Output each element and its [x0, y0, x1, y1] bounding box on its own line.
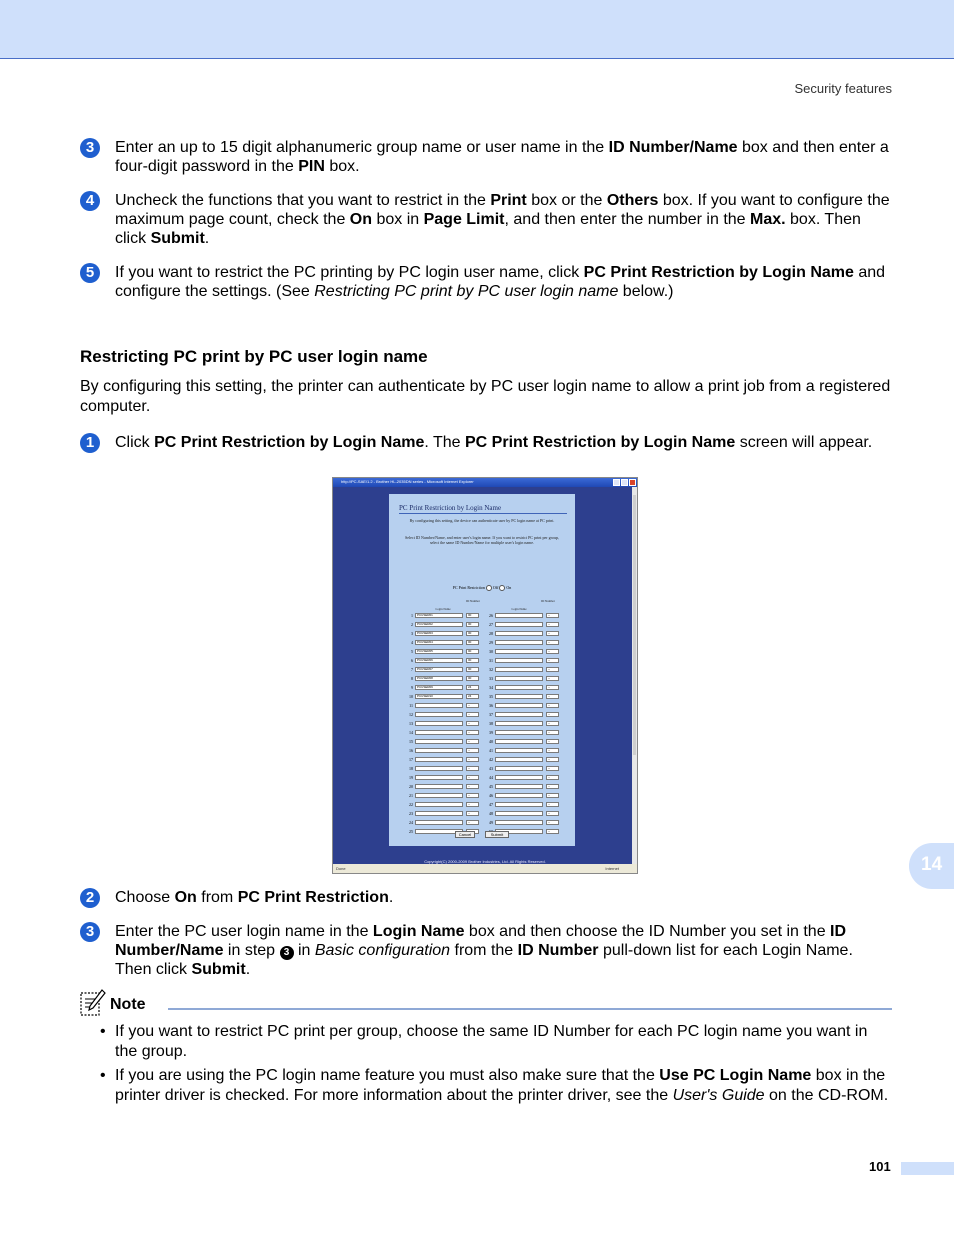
login-name-field — [495, 640, 543, 645]
id-number-select: -- — [466, 730, 479, 735]
row-number: 49 — [489, 820, 493, 825]
row-number: 24 — [409, 820, 413, 825]
login-name-field: PCUSER02 — [415, 622, 463, 627]
login-name-field — [495, 658, 543, 663]
id-number-select: 24 — [466, 685, 479, 690]
id-number-select: -- — [466, 739, 479, 744]
id-number-select: -- — [466, 793, 479, 798]
row-number: 19 — [409, 775, 413, 780]
login-name-field — [415, 775, 463, 780]
note-label: Note — [110, 996, 146, 1013]
col-id-right: ID Number — [541, 599, 555, 603]
login-row — [389, 684, 575, 693]
login-row — [389, 792, 575, 801]
row-number: 10 — [409, 694, 413, 699]
status-done: Done — [336, 866, 346, 871]
id-number-select: -- — [546, 730, 559, 735]
login-name-field — [495, 793, 543, 798]
bullet-text: If you are using the PC login name feature you must also make sure that the Use PC Login Name box in the printer driver is checked. For more information about the printer driver, see the User's Guide on the CD-ROM. — [115, 1067, 889, 1104]
id-number-select: -- — [546, 820, 559, 825]
id-number-select: -- — [546, 721, 559, 726]
id-number-select: 00 — [466, 676, 479, 681]
login-name-field — [495, 802, 543, 807]
row-number: 18 — [409, 766, 413, 771]
login-name-field — [495, 703, 543, 708]
row-number: 27 — [489, 622, 493, 627]
login-row — [389, 639, 575, 648]
id-number-select: 00 — [466, 658, 479, 663]
chapter-tab — [909, 843, 954, 889]
window-buttons — [613, 479, 636, 486]
login-row — [389, 657, 575, 666]
row-number: 4 — [411, 640, 413, 645]
login-row — [389, 630, 575, 639]
row-number: 28 — [489, 631, 493, 636]
id-number-select: -- — [546, 802, 559, 807]
login-name-field — [495, 739, 543, 744]
login-name-field: PCUSER07 — [415, 667, 463, 672]
row-number: 15 — [409, 739, 413, 744]
row-number: 3 — [411, 631, 413, 636]
status-zone: Internet — [605, 866, 619, 871]
id-number-select: -- — [546, 640, 559, 645]
row-number: 14 — [409, 730, 413, 735]
id-number-select: -- — [546, 658, 559, 663]
status-bar — [333, 864, 637, 873]
login-name-field — [495, 667, 543, 672]
restriction-toggle — [389, 585, 575, 591]
col-id-left: ID Number — [466, 599, 480, 603]
login-row — [389, 828, 575, 837]
login-row — [389, 819, 575, 828]
restriction-label: PC Print Restriction — [452, 585, 485, 590]
row-number: 12 — [409, 712, 413, 717]
note-icon — [80, 989, 106, 1017]
close-icon — [629, 479, 636, 486]
row-number: 34 — [489, 685, 493, 690]
login-row — [389, 801, 575, 810]
login-name-field: PCUSER09 — [415, 685, 463, 690]
col-login-right: Login Name — [511, 607, 527, 611]
section-intro: By configuring this setting, the printer can authenticate by PC user login name to allow a print job from a registered computer. — [80, 378, 891, 415]
step-number: 5 — [80, 263, 100, 283]
id-number-select: 00 — [466, 667, 479, 672]
row-number: 25 — [409, 829, 413, 834]
row-number: 9 — [411, 685, 413, 690]
row-number: 39 — [489, 730, 493, 735]
id-number-select: -- — [466, 775, 479, 780]
login-row — [389, 693, 575, 702]
row-number: 45 — [489, 784, 493, 789]
login-name-field: PCUSER01 — [415, 613, 463, 618]
login-row — [389, 666, 575, 675]
login-name-field — [495, 784, 543, 789]
bullet-dot: • — [100, 1023, 106, 1040]
login-row — [389, 765, 575, 774]
row-number: 2 — [411, 622, 413, 627]
id-number-select: -- — [546, 748, 559, 753]
login-name-field: PCUSER03 — [415, 631, 463, 636]
login-name-field — [415, 739, 463, 744]
settings-panel — [389, 494, 575, 846]
row-number: 22 — [409, 802, 413, 807]
login-name-field — [495, 685, 543, 690]
login-row — [389, 621, 575, 630]
id-number-select: -- — [546, 757, 559, 762]
login-name-field: PCUSER06 — [415, 658, 463, 663]
copyright: Copyright(C) 2000-2009 Brother Industries, Ltd. All Rights Reserved. — [424, 859, 546, 864]
row-number: 48 — [489, 811, 493, 816]
id-number-select: -- — [546, 694, 559, 699]
login-name-field — [415, 712, 463, 717]
step-number: 4 — [80, 191, 100, 211]
step-number: 2 — [80, 888, 100, 908]
section-header: Security features — [794, 81, 892, 96]
login-name-field — [415, 766, 463, 771]
step-text: Choose On from PC Print Restriction. — [115, 889, 394, 906]
id-number-select: -- — [546, 793, 559, 798]
scrollbar — [632, 487, 637, 865]
login-name-field — [495, 649, 543, 654]
login-row — [389, 648, 575, 657]
id-number-select: -- — [546, 712, 559, 717]
login-name-field — [415, 730, 463, 735]
id-number-select: -- — [546, 676, 559, 681]
login-row — [389, 756, 575, 765]
row-number: 37 — [489, 712, 493, 717]
id-number-select: -- — [546, 667, 559, 672]
id-number-select: -- — [546, 613, 559, 618]
login-name-field — [495, 748, 543, 753]
login-name-field — [495, 757, 543, 762]
note-divider — [168, 1008, 892, 1010]
id-number-select: -- — [546, 775, 559, 780]
id-number-select: -- — [466, 784, 479, 789]
row-number: 32 — [489, 667, 493, 672]
bullet-dot: • — [100, 1067, 106, 1084]
login-name-field — [415, 802, 463, 807]
panel-title: PC Print Restriction by Login Name — [399, 504, 502, 512]
login-name-field — [495, 676, 543, 681]
login-name-field — [415, 703, 463, 708]
step-text: If you want to restrict the PC printing by PC login user name, click PC Print Restriction by Login Name and configure the settings. (See Restricting PC print by PC user login name below.) — [115, 264, 886, 300]
id-number-select: 00 — [466, 649, 479, 654]
row-number: 11 — [409, 703, 413, 708]
row-number: 47 — [489, 802, 493, 807]
col-login-left: Login Name — [435, 607, 451, 611]
submit-button: Submit — [485, 831, 509, 838]
minimize-icon — [613, 479, 620, 486]
row-number: 40 — [489, 739, 493, 744]
login-name-field — [495, 712, 543, 717]
section-heading: Restricting PC print by PC user login name — [80, 347, 428, 366]
row-number: 16 — [409, 748, 413, 753]
browser-screenshot — [332, 477, 638, 874]
login-name-field: PCUSER08 — [415, 676, 463, 681]
step-text: Click PC Print Restriction by Login Name. The PC Print Restriction by Login Name screen will appear. — [115, 434, 873, 451]
login-row — [389, 612, 575, 621]
panel-description-1: By configuring this setting, the device can authenticate user by PC login name at PC print. — [409, 518, 555, 523]
id-number-select: 00 — [466, 613, 479, 618]
on-radio — [499, 585, 505, 591]
row-number: 5 — [411, 649, 413, 654]
row-number: 38 — [489, 721, 493, 726]
login-row — [389, 720, 575, 729]
row-number: 43 — [489, 766, 493, 771]
row-number: 8 — [411, 676, 413, 681]
id-number-select: -- — [546, 811, 559, 816]
id-number-select: -- — [466, 757, 479, 762]
row-number: 6 — [411, 658, 413, 663]
login-row — [389, 702, 575, 711]
login-name-field — [495, 766, 543, 771]
row-number: 20 — [409, 784, 413, 789]
login-name-field — [415, 811, 463, 816]
panel-divider — [399, 513, 567, 514]
login-name-field: PCUSER04 — [415, 640, 463, 645]
id-number-select: -- — [466, 811, 479, 816]
row-number: 30 — [489, 649, 493, 654]
login-name-field — [415, 721, 463, 726]
login-name-field — [415, 820, 463, 825]
login-row — [389, 774, 575, 783]
header-band — [0, 0, 954, 59]
page-number: 101 — [869, 1159, 891, 1174]
row-number: 35 — [489, 694, 493, 699]
cancel-button: Cancel — [455, 831, 475, 838]
window-titlebar — [333, 478, 637, 487]
id-number-select: -- — [466, 820, 479, 825]
id-number-select: -- — [546, 685, 559, 690]
footer-band — [901, 1162, 954, 1175]
login-name-field — [415, 757, 463, 762]
row-number: 26 — [489, 613, 493, 618]
row-number: 23 — [409, 811, 413, 816]
id-number-select: -- — [546, 784, 559, 789]
off-radio — [486, 585, 492, 591]
row-number: 41 — [489, 748, 493, 753]
panel-description-2: Select ID Number/Name, and enter user's login name. If you want to restrict PC print per group, select the same ID Number/Name for multiple user's login name. — [405, 535, 559, 545]
row-number: 1 — [411, 613, 413, 618]
id-number-select: -- — [466, 748, 479, 753]
id-number-select: -- — [546, 829, 559, 834]
on-label: On — [506, 585, 512, 590]
login-row — [389, 783, 575, 792]
step-number: 1 — [80, 433, 100, 453]
id-number-select: -- — [466, 766, 479, 771]
row-number: 13 — [409, 721, 413, 726]
login-row — [389, 747, 575, 756]
row-number: 31 — [489, 658, 493, 663]
login-name-field — [495, 775, 543, 780]
chapter-number: 14 — [921, 854, 943, 875]
login-name-field — [495, 613, 543, 618]
step-text: Enter an up to 15 digit alphanumeric group name or user name in the ID Number/Name box and then enter a four-digit password in the PIN box. — [115, 139, 889, 175]
row-number: 7 — [411, 667, 413, 672]
login-row — [389, 711, 575, 720]
step-number: 3 — [80, 922, 100, 942]
id-number-select: 00 — [466, 622, 479, 627]
login-name-field — [495, 694, 543, 699]
id-number-select: -- — [546, 766, 559, 771]
maximize-icon — [621, 479, 628, 486]
row-number: 36 — [489, 703, 493, 708]
bullet-text: If you want to restrict PC print per group, choose the same ID Number for each PC login name you want in the group. — [115, 1023, 868, 1060]
login-name-field: PCUSER05 — [415, 649, 463, 654]
step-number: 3 — [80, 138, 100, 158]
step-text: Enter the PC user login name in the Login Name box and then choose the ID Number you set in the ID Number/Name in step 3 in Basic configuration from the ID Number pull-down list for each Login Name. Then click Submit. — [115, 923, 853, 978]
row-number: 33 — [489, 676, 493, 681]
login-name-field — [495, 820, 543, 825]
login-name-field — [495, 631, 543, 636]
window-title: http://PC-SAE/1.2 - Brother HL-2035DN series - Microsoft Internet Explorer — [341, 479, 474, 484]
row-number: 17 — [409, 757, 413, 762]
row-number: 46 — [489, 793, 493, 798]
id-number-select: -- — [466, 721, 479, 726]
id-number-select: -- — [466, 703, 479, 708]
id-number-select: 24 — [466, 694, 479, 699]
id-number-select: -- — [546, 649, 559, 654]
login-row — [389, 675, 575, 684]
id-number-select: -- — [466, 802, 479, 807]
id-number-select: -- — [546, 739, 559, 744]
login-row — [389, 729, 575, 738]
id-number-select: -- — [466, 712, 479, 717]
row-number: 29 — [489, 640, 493, 645]
login-name-field: PCUSER10 — [415, 694, 463, 699]
login-name-field — [495, 721, 543, 726]
step-text: Uncheck the functions that you want to restrict in the Print box or the Others box. If you want to configure the maximum page count, check the On box in Page Limit, and then enter the number in the Max. box. Then click Submit. — [115, 192, 890, 247]
row-number: 44 — [489, 775, 493, 780]
login-name-field — [415, 784, 463, 789]
login-row — [389, 810, 575, 819]
login-name-field — [495, 730, 543, 735]
login-name-field — [415, 748, 463, 753]
login-name-field — [495, 622, 543, 627]
off-label: Off — [492, 585, 499, 590]
id-number-select: 00 — [466, 640, 479, 645]
row-number: 21 — [409, 793, 413, 798]
login-row — [389, 738, 575, 747]
id-number-select: -- — [546, 631, 559, 636]
login-name-field — [415, 793, 463, 798]
row-number: 42 — [489, 757, 493, 762]
login-name-field — [495, 811, 543, 816]
id-number-select: -- — [546, 703, 559, 708]
id-number-select: 00 — [466, 631, 479, 636]
id-number-select: -- — [546, 622, 559, 627]
